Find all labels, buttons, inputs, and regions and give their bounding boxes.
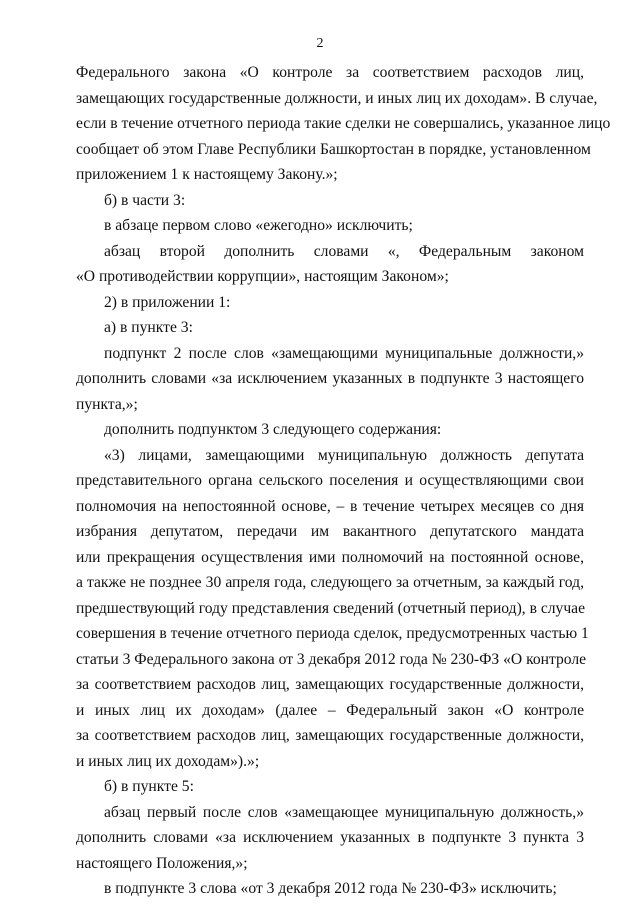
text-line: настоящего Положения,»; — [76, 855, 248, 872]
text-line: и иных лиц их доходам» (далее – Федеральный закон «О контроле — [76, 702, 584, 719]
page-number: 2 — [316, 36, 324, 51]
text-line: представительного органа сельского поселения и осуществляющими свои — [76, 472, 584, 489]
text-line: предшествующий году представления сведений (отчетный период), в случае — [76, 600, 586, 617]
text-line: дополнить подпунктом 3 следующего содержания: — [104, 421, 442, 438]
text-line: или прекращения осуществления ими полномочий на постоянной основе, — [76, 549, 584, 566]
text-line: и иных лиц их доходам»).»; — [76, 753, 260, 770]
text-line: в абзаце первом слово «ежегодно» исключить; — [104, 217, 413, 234]
text-line: дополнить словами «за исключением указанных в подпункте 3 пункта 3 — [76, 829, 584, 846]
text-line: статьи 3 Федерального закона от 3 декабря 2012 года № 230-ФЗ «О контроле — [76, 651, 587, 668]
text-line: если в течение отчетного периода такие сделки не совершались, указанное лицо — [76, 115, 611, 132]
text-line: избрания депутатом, передачи им вакантного депутатского мандата — [76, 523, 584, 540]
text-line: Федерального закона «О контроле за соответствием расходов лиц, — [76, 64, 584, 81]
text-line: пункта,»; — [76, 396, 138, 413]
text-line: «О противодействии коррупции», настоящим Законом»; — [76, 268, 449, 285]
text-line: б) в пункте 5: — [104, 778, 194, 795]
text-line: за соответствием расходов лиц, замещающих государственные должности, — [76, 727, 584, 744]
text-line: 2) в приложении 1: — [104, 294, 231, 311]
text-line: подпункт 2 после слов «замещающими муниципальные должности,» — [104, 345, 584, 362]
text-line: «3) лицами, замещающими муниципальную должность депутата — [104, 447, 584, 464]
text-line: а также не позднее 30 апреля года, следующего за отчетным, за каждый год, — [76, 574, 584, 591]
text-line: сообщает об этом Главе Республики Башкортостан в порядке, установленном — [76, 141, 591, 158]
text-line: б) в части 3: — [104, 192, 186, 209]
text-line: полномочия на непостоянной основе, – в течение четырех месяцев со дня — [76, 498, 584, 515]
text-line: а) в пункте 3: — [104, 319, 193, 336]
text-line: замещающих государственные должности, и иных лиц их доходам». В случае, — [76, 90, 598, 107]
text-line: абзац второй дополнить словами «, Федеральным законом — [104, 243, 584, 260]
text-line: дополнить словами «за исключением указанных в подпункте 3 настоящего — [76, 370, 584, 387]
text-line: за соответствием расходов лиц, замещающих государственные должности, — [76, 676, 584, 693]
text-line: совершения в течение отчетного периода сделок, предусмотренных частью 1 — [76, 625, 589, 642]
text-line: в подпункте 3 слова «от 3 декабря 2012 года № 230-ФЗ» исключить; — [104, 880, 557, 897]
text-line: абзац первый после слов «замещающее муниципальную должность,» — [104, 804, 584, 821]
text-line: приложением 1 к настоящему Закону.»; — [76, 166, 338, 183]
